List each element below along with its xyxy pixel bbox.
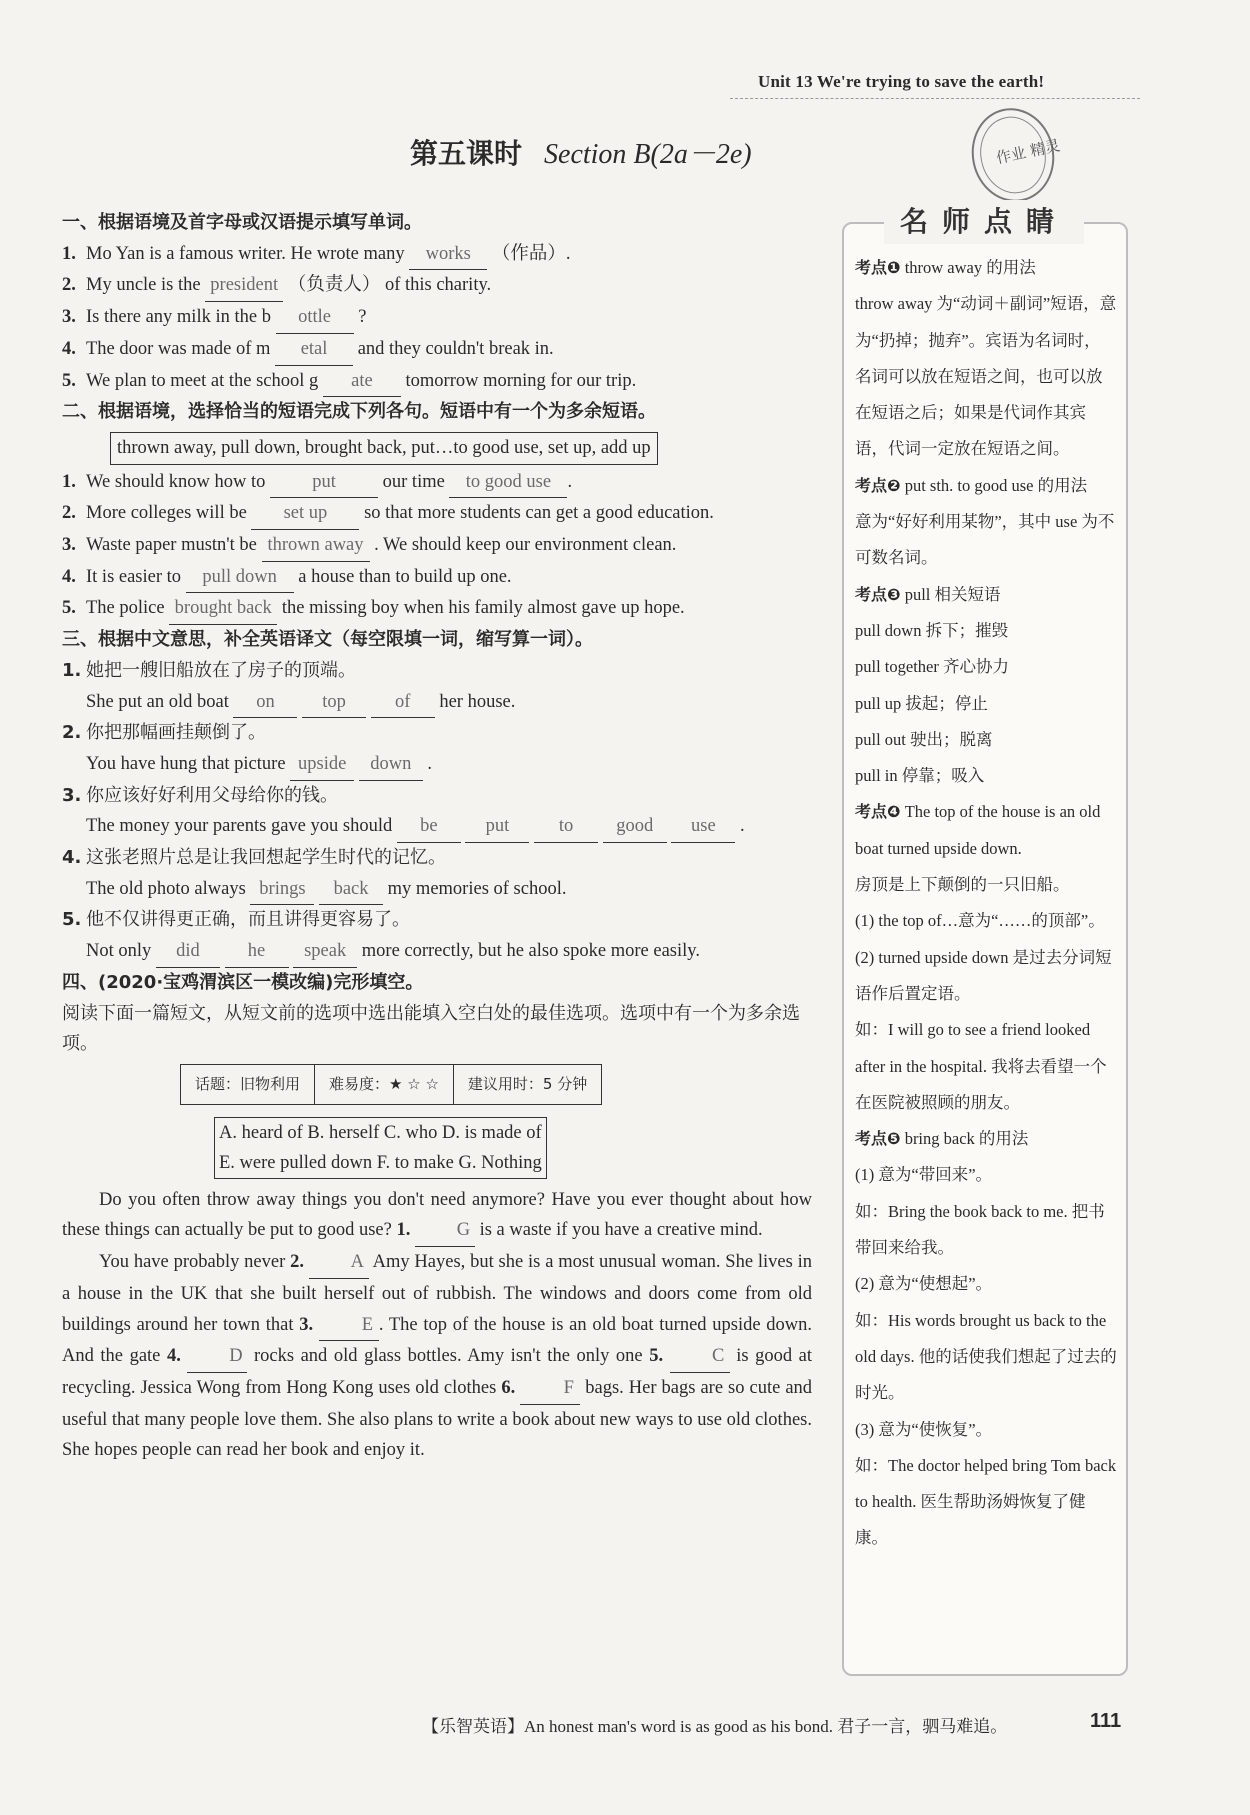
question-text: It is easier to [86, 566, 182, 587]
question-text: tomorrow morning for our trip. [405, 370, 637, 391]
question-cn-row [62, 656, 812, 687]
lesson-title-cn: 第五课时 [410, 137, 523, 170]
english-text: She put an old boat [86, 691, 229, 712]
question-number: 2. [62, 722, 82, 744]
question-text: （负责人） of this charity. [287, 275, 492, 296]
note-4-point-1: (1) the top of…意为“……的顶部”。 [855, 911, 1105, 931]
answer-blank[interactable]: he [225, 936, 289, 968]
question-row [62, 239, 812, 271]
answer-blank[interactable]: to good use [449, 467, 567, 499]
question-number: 2. [62, 275, 76, 296]
answer-blank[interactable]: brings [250, 874, 314, 906]
info-difficulty: 难易度：★ ☆ ☆ [315, 1064, 454, 1104]
question-en-row [62, 936, 812, 968]
english-text: more correctly, but he also spoke more easily. [361, 941, 700, 962]
part1-list [62, 239, 812, 398]
passage-paragraph-2: You have probably never 2. A Amy Hayes, but she is a most unusual woman. She lives in a house in the UK that she built herself out of rubbish. The windows and doors come from old buildings around her town that 3. E . The top of the house is an old boat turned upside down. And the gate 4. D rocks and old glass bottles. Amy isn't the only one 5. C is good at recycling. Jessica Wong from Hong Kong uses old clothes 6. F bags. Her bags are so cute and useful that many people love them. She also plans to write a book about new ways to use old clothes. She hopes people can read her book and enjoy it. [62, 1247, 812, 1466]
question-number: 4. [62, 338, 76, 359]
question-text: and they couldn't break in. [357, 338, 554, 359]
question-text: We should know how to [86, 471, 266, 492]
answer-blank[interactable]: brought back [169, 593, 277, 625]
part3-list [62, 656, 812, 968]
question-number: 4. [62, 847, 82, 869]
question-en-row [62, 811, 812, 843]
question-number: 1. [62, 659, 82, 681]
note-3-item: pull in 停靠；吸入 [855, 766, 985, 786]
question-number: 1. [62, 243, 76, 264]
question-text: Mo Yan is a famous writer. He wrote many [86, 243, 405, 264]
answer-blank[interactable]: pull down [186, 562, 294, 594]
question-cn-row [62, 905, 812, 936]
question-en-row [62, 687, 812, 719]
info-table [180, 1064, 602, 1105]
part2-list [62, 467, 812, 626]
lesson-title-en: Section B(2a－2e) [544, 139, 752, 170]
question-number: 4. [62, 566, 76, 587]
note-5-point-2: (2) 意为“使想起”。 [855, 1274, 993, 1294]
stamp-text: 作业 精灵 [994, 136, 1062, 168]
passage-paragraph-1: Do you often throw away things you don't need anymore? Have you ever thought about how these things can actually be put to good use? 1. G is a waste if you have a creative mind. [62, 1185, 812, 1247]
note-4: 考点❹ The top of the house is an old boat turned upside down. [855, 802, 1101, 858]
note-4-body: 房顶是上下颠倒的一只旧船。 [855, 875, 1070, 895]
part4-instructions: 阅读下面一篇短文，从短文前的选项中选出能填入空白处的最佳选项。选项中有一个为多余选项。 [62, 1002, 800, 1055]
note-3-item: pull down 拆下；摧毁 [855, 620, 1009, 640]
answer-blank[interactable]: put [270, 467, 378, 499]
header-divider [730, 98, 1140, 99]
question-text: My uncle is the [86, 275, 201, 296]
question-number: 5. [62, 370, 76, 391]
english-text: Not only [86, 941, 152, 962]
question-row [62, 562, 812, 594]
english-text: . [739, 816, 745, 837]
question-text: . [567, 471, 573, 492]
note-2-body: 意为“好好利用某物”，其中 use 为不可数名词。 [855, 512, 1115, 568]
answer-blank[interactable]: set up [251, 498, 359, 530]
question-number: 5. [62, 598, 76, 619]
question-number: 3. [62, 535, 76, 556]
question-cn-row [62, 843, 812, 874]
answer-blank[interactable]: ottle [276, 302, 354, 334]
answer-blank[interactable]: good [603, 811, 667, 843]
cloze-blank-3[interactable]: E [319, 1310, 379, 1342]
cloze-blank-4[interactable]: D [187, 1341, 247, 1373]
question-text: Is there any milk in the b [86, 307, 271, 328]
chinese-sentence: 她把一艘旧船放在了房子的顶端。 [86, 659, 356, 681]
chinese-sentence: 你把那幅画挂颠倒了。 [86, 722, 266, 744]
answer-blank[interactable]: did [156, 936, 220, 968]
question-text: ? [358, 307, 367, 328]
answer-blank[interactable]: on [233, 687, 297, 719]
english-text: . [427, 753, 433, 774]
cloze-blank-6[interactable]: F [520, 1373, 580, 1405]
answer-blank[interactable]: down [359, 749, 423, 781]
answer-blank[interactable]: of [371, 687, 435, 719]
answer-blank[interactable]: put [465, 811, 529, 843]
question-cn-row [62, 781, 812, 812]
question-text: a house than to build up one. [298, 566, 512, 587]
answer-blank[interactable]: to [534, 811, 598, 843]
question-en-row [62, 874, 812, 906]
question-number: 1. [62, 471, 76, 492]
question-row [62, 334, 812, 366]
options-line-2: E. were pulled down F. to make G. Nothing [219, 1152, 542, 1173]
question-row [62, 467, 812, 499]
note-4-point-2: (2) turned upside down 是过去分词短语作后置定语。 [855, 947, 1112, 1003]
note-3-item: pull together 齐心协力 [855, 657, 1009, 677]
question-number: 3. [62, 784, 82, 806]
answer-blank[interactable]: back [319, 874, 383, 906]
part2-heading: 二、根据语境，选择恰当的短语完成下列各句。短语中有一个为多余短语。 [62, 401, 656, 423]
english-text: my memories of school. [387, 878, 567, 899]
answer-blank[interactable]: top [302, 687, 366, 719]
answer-blank[interactable]: use [671, 811, 735, 843]
question-row [62, 270, 812, 302]
english-text: her house. [439, 691, 516, 712]
part3-heading: 三、根据中文意思，补全英语译文（每空限填一词，缩写算一词）。 [62, 629, 593, 651]
note-5-example-3: 如：The doctor helped bring Tom back to health. 医生帮助汤姆恢复了健康。 [855, 1455, 1117, 1548]
answer-blank[interactable]: etal [275, 334, 353, 366]
note-5-point-3: (3) 意为“使恢复”。 [855, 1419, 993, 1439]
note-5: 考点❺ bring back 的用法 [855, 1129, 1029, 1149]
question-number: 5. [62, 909, 82, 931]
options-line-1: A. heard of B. herself C. who D. is made of [219, 1122, 542, 1143]
english-text: The old photo always [86, 878, 246, 899]
question-row [62, 530, 812, 562]
question-en-row [62, 749, 812, 781]
question-text: . We should keep our environment clean. [374, 535, 677, 556]
question-text: （作品）. [491, 243, 571, 264]
question-text: Waste paper mustn't be [86, 535, 257, 556]
unit-header: Unit 13 We're trying to save the earth! [758, 72, 1045, 91]
question-text: our time [382, 471, 445, 492]
question-text: We plan to meet at the school g [86, 370, 319, 391]
note-4-example: 如：I will go to see a friend looked after in the hospital. 我将去看望一个在医院被照顾的朋友。 [855, 1020, 1107, 1112]
note-3-item: pull out 驶出；脱离 [855, 729, 993, 749]
answer-blank[interactable]: thrown away [262, 530, 370, 562]
cloze-blank-1[interactable]: G [415, 1215, 475, 1247]
chinese-sentence: 他不仅讲得更正确，而且讲得更容易了。 [86, 909, 410, 931]
question-row [62, 498, 812, 530]
note-5-example-1: 如：Bring the book back to me. 把书带回来给我。 [855, 1201, 1105, 1258]
answer-blank[interactable]: works [409, 239, 487, 271]
cloze-blank-5[interactable]: C [670, 1341, 730, 1373]
question-cn-row [62, 718, 812, 749]
footer-motto: 【乐智英语】An honest man's word is as good as his bond. 君子一言，驷马难追。 [422, 1717, 1008, 1736]
note-3-item: pull up 拔起；停止 [855, 693, 988, 713]
answer-blank[interactable]: upside [290, 749, 354, 781]
english-text: You have hung that picture [86, 753, 286, 774]
phrase-box: thrown away, pull down, brought back, put…to good use, set up, add up [110, 432, 658, 465]
part4-heading: 四、(2020·宝鸡渭滨区一模改编)完形填空。 [62, 971, 424, 993]
page-number: 111 [1090, 1710, 1122, 1732]
question-text: so that more students can get a good education. [364, 503, 714, 524]
question-number: 2. [62, 503, 76, 524]
note-2: 考点❷ put sth. to good use 的用法 [855, 475, 1088, 495]
note-1: 考点❶ throw away 的用法 [855, 258, 1036, 277]
lesson-title [410, 132, 752, 172]
english-text: The money your parents gave you should [86, 816, 393, 837]
note-1-body: throw away 为“动词＋副词”短语，意为“扔掉；抛弃”。宾语为名词时，名词可以放在短语之间，也可以放在短语之后；如果是代词作其宾语，代词一定放在短语之间。 [855, 294, 1117, 459]
question-number: 3. [62, 307, 76, 328]
note-3: 考点❸ pull 相关短语 [855, 584, 1001, 604]
answer-blank[interactable]: speak [293, 936, 357, 968]
sidebar-notes [855, 250, 1117, 1557]
part1-heading: 一、根据语境及首字母或汉语提示填写单词。 [62, 212, 422, 233]
exercise-column [62, 208, 812, 1466]
chinese-sentence: 这张老照片总是让我回想起学生时代的记忆。 [86, 847, 446, 869]
note-5-example-2: 如：His words brought us back to the old days. 他的话使我们想起了过去的时光。 [855, 1310, 1117, 1403]
note-5-point-1: (1) 意为“带回来”。 [855, 1165, 993, 1185]
question-text: More colleges will be [86, 503, 247, 524]
question-row [62, 302, 812, 334]
question-text: The police [86, 598, 165, 619]
cloze-blank-2[interactable]: A [309, 1247, 369, 1279]
answer-blank[interactable]: president [205, 270, 283, 302]
sidebar-title: 名师点睛 [884, 200, 1084, 244]
chinese-sentence: 你应该好好利用父母给你的钱。 [86, 784, 338, 806]
question-row [62, 593, 812, 625]
question-text: the missing boy when his family almost gave up hope. [281, 598, 685, 619]
homework-stamp-icon [958, 100, 1068, 210]
question-text: The door was made of m [86, 338, 271, 359]
question-row [62, 366, 812, 398]
info-topic: 话题：旧物利用 [181, 1064, 315, 1104]
options-box [214, 1117, 547, 1179]
answer-blank[interactable]: be [397, 811, 461, 843]
answer-blank[interactable]: ate [323, 366, 401, 398]
info-time: 建议用时：5 分钟 [453, 1064, 601, 1104]
